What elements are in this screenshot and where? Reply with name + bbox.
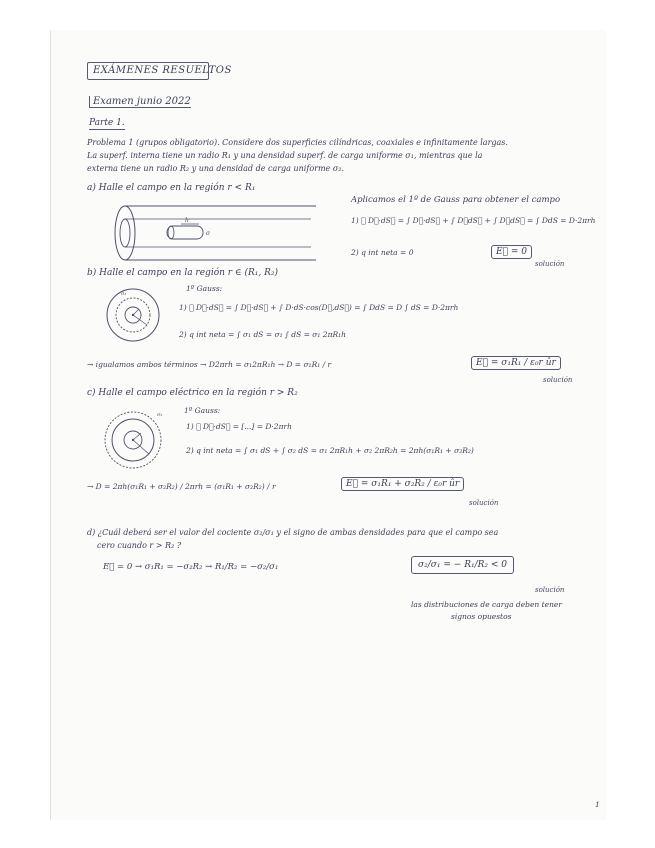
part-a-solution-label: solución — [535, 260, 565, 268]
page-title: EXÁMENES RESUELTOS — [93, 65, 232, 76]
part-d-equation: E⃗ = 0 → σ₁R₁ = −σ₂R₂ → R₁/R₂ = −σ₂/σ₁ — [103, 562, 279, 572]
exam-heading: Examen junio 2022 — [89, 96, 191, 108]
cross-section-figure-b — [103, 285, 163, 345]
part-b-eq1: 1) ∮ D⃗·dS⃗ = ∫ D⃗·dS⃗ + ∫ D·dS·cos(D⃗,dS⃗) = ∫ DdS = D ∫ dS = D·2πrh — [179, 303, 459, 312]
problem-line-1: Problema 1 (grupos obligatorio). Considere dos superficies cilíndricas, coaxiales e infinitamente largas. — [87, 138, 508, 147]
part-a-question: a) Halle el campo en la región r < R₁ — [87, 183, 256, 193]
svg-text:h: h — [185, 217, 189, 224]
part-d-note-line-1: las distribuciones de carga deben tener — [411, 600, 562, 609]
part-a-method: Aplicamos el 1º de Gauss para obtener el campo — [351, 195, 561, 205]
part-a-answer: E⃗ = 0 — [491, 245, 532, 259]
part-c-gauss: 1º Gauss: — [184, 406, 221, 415]
coaxial-cylinder-figure — [111, 202, 321, 264]
part-a-eq2: 2) q int neta = 0 — [351, 248, 414, 257]
cross-section-figure-c — [101, 408, 165, 472]
part-d-question-line-1: d) ¿Cuál deberá ser el valor del cociente σ₂/σ₁ y el signo de ambas densidades para que el campo sea — [87, 528, 499, 537]
part-b-equate: → igualamos ambos términos → D2πrh = σ₁2πR₁h → D = σ₁R₁ / r — [87, 360, 332, 369]
part-c-answer: E⃗ = σ₁R₁ + σ₂R₂ / ε₀r ûr — [341, 477, 464, 491]
part-d-answer: σ₂/σ₁ = − R₁/R₂ < 0 — [411, 556, 514, 574]
svg-text:σ: σ — [206, 230, 211, 237]
part-d-note-line-2: signos opuestos — [451, 612, 512, 621]
part-c-result: → D = 2πh(σ₁R₁ + σ₂R₂) / 2πrh = (σ₁R₁ + σ₂R₂) / r — [87, 482, 276, 491]
part-c-eq2: 2) q int neta = ∫ σ₁ dS + ∫ σ₂ dS = σ₁ 2πR₁h + σ₂ 2πR₂h = 2πh(σ₁R₁ + σ₂R₂) — [186, 446, 474, 455]
part-b-answer: E⃗ = σ₁R₁ / ε₀r ûr — [471, 356, 561, 370]
part-d-solution-label: solución — [535, 586, 565, 594]
part-c-solution-label: solución — [469, 499, 499, 507]
svg-text:σ₂: σ₂ — [157, 412, 163, 418]
part-a-eq1: 1) ∮ D⃗·dS⃗ = ∫ D⃗·dS⃗ + ∫ D⃗dS⃗ + ∫ D⃗dS⃗ = ∫ DdS = D·2πrh — [351, 216, 596, 225]
part-b-eq2: 2) q int neta = ∫ σ₁ dS = σ₁ ∫ dS = σ₁ 2πR₁h — [179, 330, 346, 339]
part-heading: Parte 1. — [89, 118, 125, 128]
problem-line-3: externa tiene un radio R₂ y una densidad de carga uniforme σ₂. — [87, 164, 345, 173]
part-b-gauss: 1º Gauss: — [186, 284, 223, 293]
part-c-question: c) Halle el campo eléctrico en la región r > R₂ — [87, 388, 298, 398]
part-d-question-line-2: cero cuando r > R₂ ? — [97, 541, 182, 550]
part-c-eq1: 1) ∮ D⃗·dS⃗ = [...] = D·2πrh — [186, 422, 292, 431]
part-b-solution-label: solución — [543, 376, 573, 384]
page-number: 1 — [595, 800, 600, 809]
part-b-question: b) Halle el campo en la región r ∈ (R₁, R₂) — [87, 268, 278, 278]
problem-line-2: La superf. interna tiene un radio R₁ y una densidad superf. de carga uniforme σ₁, mientras que la — [87, 151, 483, 160]
svg-text:σ₂: σ₂ — [121, 291, 127, 297]
notebook-page — [50, 30, 606, 820]
